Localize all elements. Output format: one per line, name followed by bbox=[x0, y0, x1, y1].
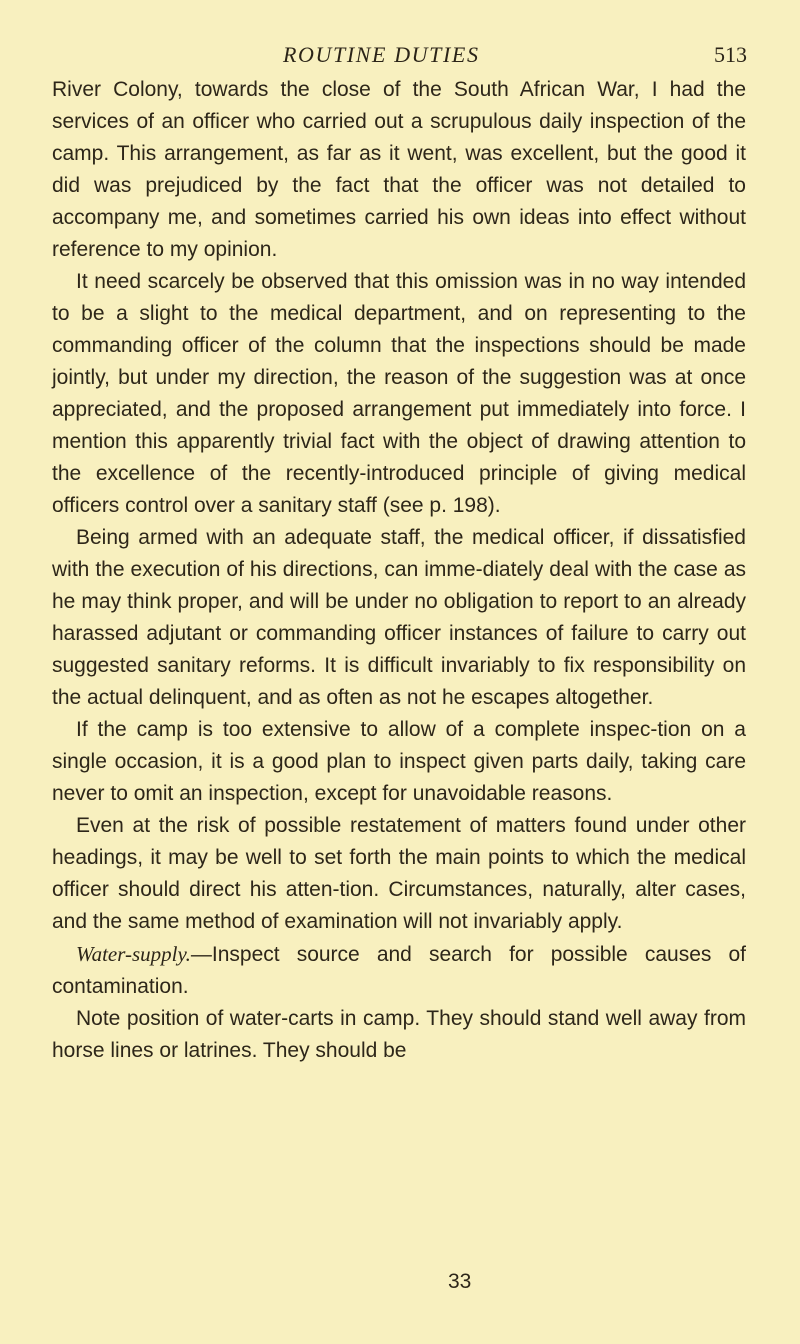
running-head: ROUTINE DUTIES bbox=[283, 42, 480, 67]
paragraph-text: Being armed with an adequate staff, the medical officer, if dissatisfied with the execution of his directions, can imme-diately deal with the case as he may think proper, and will be under no obligation to report to an already harassed adjutant or commanding officer instances of failure to carry out suggested sanitary reforms. It is difficult invariably to fix responsibility on the actual delinquent, and as often as not he escapes altogether. bbox=[52, 526, 746, 709]
paragraph-text: It need scarcely be observed that this omission was in no way intended to be a slight to the medical department, and on representing to the commanding officer of the column that the inspections should be made jointly, but under my direction, the reason of the suggestion was at once appreciated, and the proposed arrangement put immediately into force. I mention this apparently trivial fact with the object of drawing attention to the excellence of the recently-introduced principle of giving medical officers control over a sanitary staff (see p. 198). bbox=[52, 270, 746, 517]
page-number: 513 bbox=[714, 42, 747, 67]
paragraph-water-supply bbox=[52, 938, 746, 1003]
section-heading: Water-supply. bbox=[76, 942, 191, 966]
paragraph bbox=[52, 522, 746, 714]
paragraph-text: If the camp is too extensive to allow of a complete inspec-tion on a single occasion, it is a good plan to inspect given parts daily, taking care never to omit an inspection, except for unavoidable reasons. bbox=[52, 718, 746, 805]
paragraph-text: River Colony, towards the close of the South African War, I had the services of an officer who carried out a scrupulous daily inspection of the camp. This arrangement, as far as it went, was excellent, but the good it did was prejudiced by the fact that the officer was not detailed to accompany me, and sometimes carried his own ideas into effect without reference to my opinion. bbox=[52, 78, 746, 261]
paragraph bbox=[52, 714, 746, 810]
paragraph bbox=[52, 810, 746, 938]
paragraph-text: Note position of water-carts in camp. They should stand well away from horse lines or latrines. They should be bbox=[52, 1007, 746, 1062]
paragraph-text: Even at the risk of possible restatement of matters found under other headings, it may be well to set forth the main points to which the medical officer should direct his atten-tion. Circumstances, naturally, alter cases, and the same method of examination will not invariably apply. bbox=[52, 814, 746, 933]
page-header bbox=[0, 42, 800, 70]
paragraph-text: —Inspect source and search for possible causes of contamination. bbox=[52, 943, 746, 998]
body-text bbox=[52, 74, 746, 1067]
paragraph bbox=[52, 1003, 746, 1067]
paragraph-continuation bbox=[52, 74, 746, 266]
paragraph bbox=[52, 266, 746, 522]
signature-mark: 33 bbox=[448, 1270, 472, 1293]
